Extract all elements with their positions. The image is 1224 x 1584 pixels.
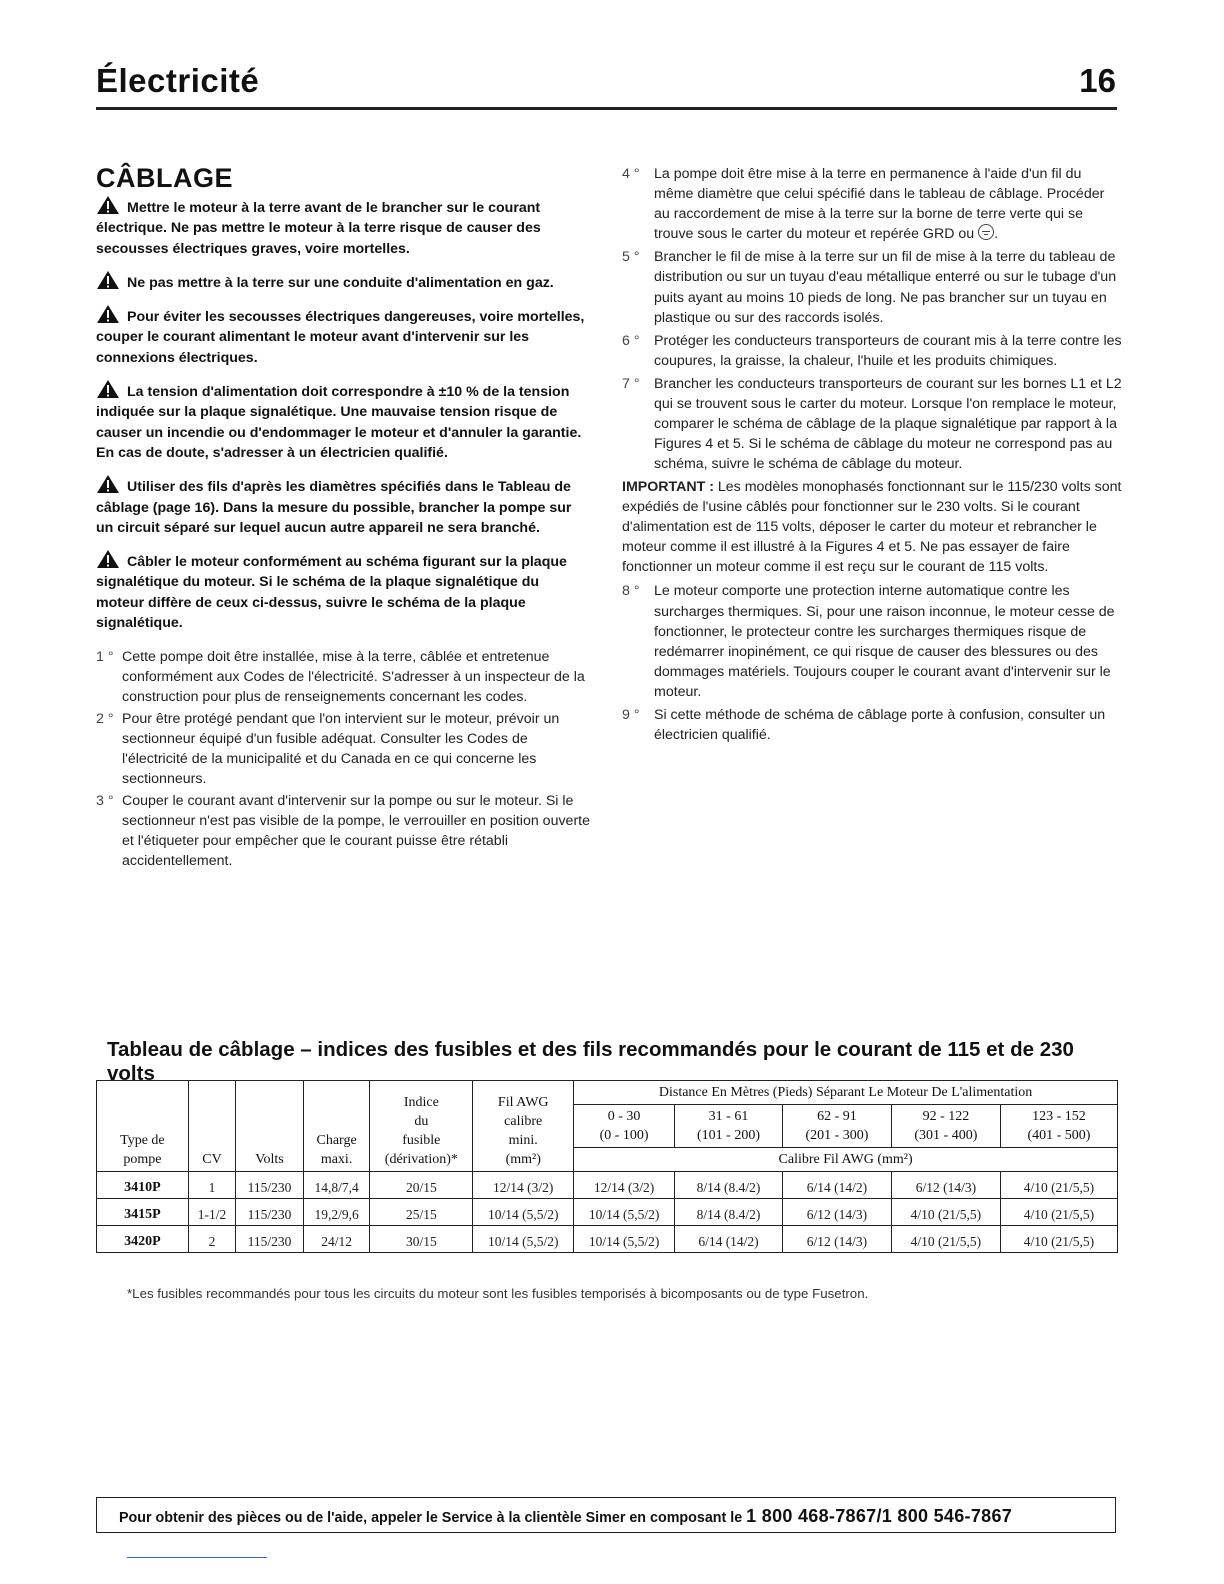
bottom-rule [127, 1557, 267, 1558]
header-distance: Distance En Mètres (Pieds) Séparant Le Moteur De L'alimentation [574, 1081, 1118, 1105]
warning-4: La tension d'alimentation doit correspondre à ±10 % de la tension indiquée sur la plaque signalétique. Une mauvaise tension risque de causer un incendie ou d'endommager le moteur et d'annuler la garantie. En cas de doute, s'adresser à un électricien qualifié. [96, 379, 590, 463]
left-column [96, 163, 590, 873]
cell-cv: 1 [188, 1172, 235, 1199]
header-volts: Volts [236, 1081, 304, 1172]
steps-list-right [622, 164, 1122, 474]
warning-triangle-icon [96, 270, 122, 290]
cell-distance: 12/14 (3/2) [574, 1172, 675, 1199]
cell-distance: 10/14 (5,5/2) [574, 1226, 675, 1253]
warning-triangle-icon [96, 195, 122, 215]
header-cv: CV [188, 1081, 235, 1172]
cell-distance: 6/12 (14/3) [782, 1226, 891, 1253]
cell-distance: 6/14 (14/2) [782, 1172, 891, 1199]
header-range: 92 - 122 (301 - 400) [891, 1105, 1000, 1148]
cell-distance: 4/10 (21/5,5) [1000, 1226, 1117, 1253]
list-item: 1 ° Cette pompe doit être installée, mise à la terre, câblée et entretenue conformément aux Codes de l'électricité. S'adresser à un inspecteur de la construction pour plus de renseignements concernant les codes. [96, 649, 585, 706]
cell-volts: 115/230 [236, 1172, 304, 1199]
cell-charge: 14,8/7,4 [303, 1172, 370, 1199]
page-title: Électricité [96, 62, 260, 99]
footer-phone: 1 800 468-7867/1 800 546-7867 [746, 1506, 1013, 1526]
wiring-table [96, 1080, 1118, 1253]
table-row [97, 1172, 1118, 1199]
list-item: 9 ° Si cette méthode de schéma de câblage porte à confusion, consulter un électricien qualifié. [622, 706, 1106, 744]
right-column [622, 164, 1122, 748]
warning-2: Ne pas mettre à la terre sur une conduite d'alimentation en gaz. [96, 270, 590, 293]
list-item: 7 ° Brancher les conducteurs transporteurs de courant sur les bornes L1 et L2 qui se trouvent sous le carter du moteur. Lorsque l'on remplace le moteur, comparer le schéma de câblage de la plaque signalétique par rapport à la Figures 4 et 5. Si le schéma de câblage du moteur ne correspond pas au schéma, suivre le schéma de câblage du moteur. [622, 375, 1122, 473]
footer-text: Pour obtenir des pièces ou de l'aide, appeler le Service à la clientèle Simer en composant le 1 800 468-7867/1 800 546-7867 [119, 1506, 1013, 1526]
steps-list-left [96, 647, 590, 871]
table-title: Tableau de câblage – indices des fusibles et des fils recommandés pour le courant de 115 et de 230 volts [107, 1038, 1074, 1085]
warning-3: Pour éviter les secousses électriques dangereuses, voire mortelles, couper le courant alimentant le moteur avant d'intervenir sur les connexions électriques. [96, 304, 590, 368]
table-row [97, 1199, 1118, 1226]
steps-list-right-2 [622, 581, 1122, 745]
cell-volts: 115/230 [236, 1199, 304, 1226]
warning-triangle-icon [96, 474, 122, 494]
warning-triangle-icon [96, 379, 122, 399]
list-item: 2 ° Pour être protégé pendant que l'on intervient sur le moteur, prévoir un sectionneur équipé d'un fusible adéquat. Consulter les Codes de l'électricité de la municipalité et du Canada en ce qui concerne les sectionneurs. [96, 711, 560, 788]
table-footnote: *Les fusibles recommandés pour tous les circuits du moteur sont les fusibles temporisés à bicomposants ou de type Fusetron. [127, 1286, 869, 1301]
cell-fuse: 20/15 [370, 1172, 473, 1199]
cell-distance: 6/14 (14/2) [675, 1226, 783, 1253]
footer-box [96, 1497, 1116, 1533]
warning-triangle-icon [96, 304, 122, 324]
cell-distance: 4/10 (21/5,5) [891, 1199, 1000, 1226]
cell-type: 3420P [97, 1226, 189, 1253]
list-item: 6 ° Protéger les conducteurs transporteurs de courant mis à la terre contre les coupures, la graisse, la chaleur, l'huile et les produits chimiques. [622, 332, 1122, 369]
page-header [96, 62, 1116, 112]
cell-min: 10/14 (5,5/2) [473, 1226, 574, 1253]
warning-5: Utiliser des fils d'après les diamètres spécifiés dans le Tableau de câblage (page 16). Dans la mesure du possible, brancher la pompe sur un circuit séparé sur lequel aucun autre appareil ne sera branché. [96, 474, 590, 538]
header-fuse: Indice du fusible (dérivation)* [370, 1081, 473, 1172]
header-rule [96, 107, 1117, 110]
header-type: Type de pompe [97, 1081, 189, 1172]
header-range: 31 - 61 (101 - 200) [675, 1105, 783, 1148]
table-row [97, 1226, 1118, 1253]
header-charge: Charge maxi. [303, 1081, 370, 1172]
warning-6: Câbler le moteur conformément au schéma figurant sur la plaque signalétique du moteur. Si le schéma de la plaque signalétique du moteur diffère de ceux ci-dessus, suivre le schéma de la plaque signalétique. [96, 549, 590, 633]
cell-type: 3415P [97, 1199, 189, 1226]
header-calibre: Calibre Fil AWG (mm²) [574, 1148, 1118, 1172]
cell-cv: 2 [188, 1226, 235, 1253]
cell-min: 12/14 (3/2) [473, 1172, 574, 1199]
cell-distance: 8/14 (8.4/2) [675, 1172, 783, 1199]
warning-triangle-icon [96, 549, 122, 569]
page-number: 16 [1079, 62, 1116, 99]
cell-charge: 24/12 [303, 1226, 370, 1253]
header-range: 123 - 152 (401 - 500) [1000, 1105, 1117, 1148]
cell-type: 3410P [97, 1172, 189, 1199]
header-range: 0 - 30 (0 - 100) [574, 1105, 675, 1148]
cell-distance: 10/14 (5,5/2) [574, 1199, 675, 1226]
cell-min: 10/14 (5,5/2) [473, 1199, 574, 1226]
cell-distance: 6/12 (14/3) [891, 1172, 1000, 1199]
cell-distance: 4/10 (21/5,5) [1000, 1199, 1117, 1226]
list-item: 3 ° Couper le courant avant d'intervenir sur la pompe ou sur le moteur. Si le sectionneur n'est pas visible de la pompe, le verrouiller en position ouverte et l'étiqueter pour empêcher que le courant puisse être rétabli accidentellement. [96, 793, 591, 870]
cell-distance: 6/12 (14/3) [782, 1199, 891, 1226]
cell-distance: 4/10 (21/5,5) [891, 1226, 1000, 1253]
important-note: IMPORTANT : Les modèles monophasés fonctionnant sur le 115/230 volts sont expédiés de l'usine câblés pour fonctionner sur le 230 volts. Si le courant d'alimentation est de 115 volts, déposer le carter du moteur et rebrancher le moteur comme il est illustré à la Figures 4 et 5. Ne pas essayer de faire fonctionner un moteur comme il est reçu sur le courant de 115 volts. [622, 479, 1122, 576]
cell-charge: 19,2/9,6 [303, 1199, 370, 1226]
section-title: CÂBLAGE [96, 163, 233, 193]
warning-1: Mettre le moteur à la terre avant de le brancher sur le courant électrique. Ne pas mettre le moteur à la terre risque de causer des secousses électriques graves, voire mortelles. [96, 195, 590, 259]
cell-distance: 4/10 (21/5,5) [1000, 1172, 1117, 1199]
cell-fuse: 30/15 [370, 1226, 473, 1253]
list-item: 8 ° Le moteur comporte une protection interne automatique contre les surcharges thermiques. Si, pour une raison inconnue, le moteur cesse de fonctionner, le protecteur contre les surcharges thermiques risque de redémarrer inopinément, ce qui risque de causer des blessures ou des dommages matériels. Toujours couper le courant avant d'intervenir sur le moteur. [622, 583, 1115, 700]
list-item: 4 ° La pompe doit être mise à la terre en permanence à l'aide d'un fil du même diamètre que celui spécifié dans le tableau de câblage. Procéder au raccordement de mise à la terre sur la borne de terre verte qui se trouve sous le carter du moteur et repérée GRD ou . [622, 166, 1105, 243]
cell-fuse: 25/15 [370, 1199, 473, 1226]
ground-symbol-icon [978, 224, 994, 240]
cell-volts: 115/230 [236, 1226, 304, 1253]
list-item: 5 ° Brancher le fil de mise à la terre sur un fil de mise à la terre du tableau de distribution ou sur un tuyau d'eau métallique enterré ou sur le tubage d'un puits ayant au moins 10 pieds de long. Ne pas brancher sur un tuyau en plastique ou sur des raccords isolés. [622, 249, 1117, 326]
header-min-wire: Fil AWG calibre mini. (mm²) [473, 1081, 574, 1172]
header-range: 62 - 91 (201 - 300) [782, 1105, 891, 1148]
cell-cv: 1-1/2 [188, 1199, 235, 1226]
cell-distance: 8/14 (8.4/2) [675, 1199, 783, 1226]
table-header-row [97, 1081, 1118, 1105]
